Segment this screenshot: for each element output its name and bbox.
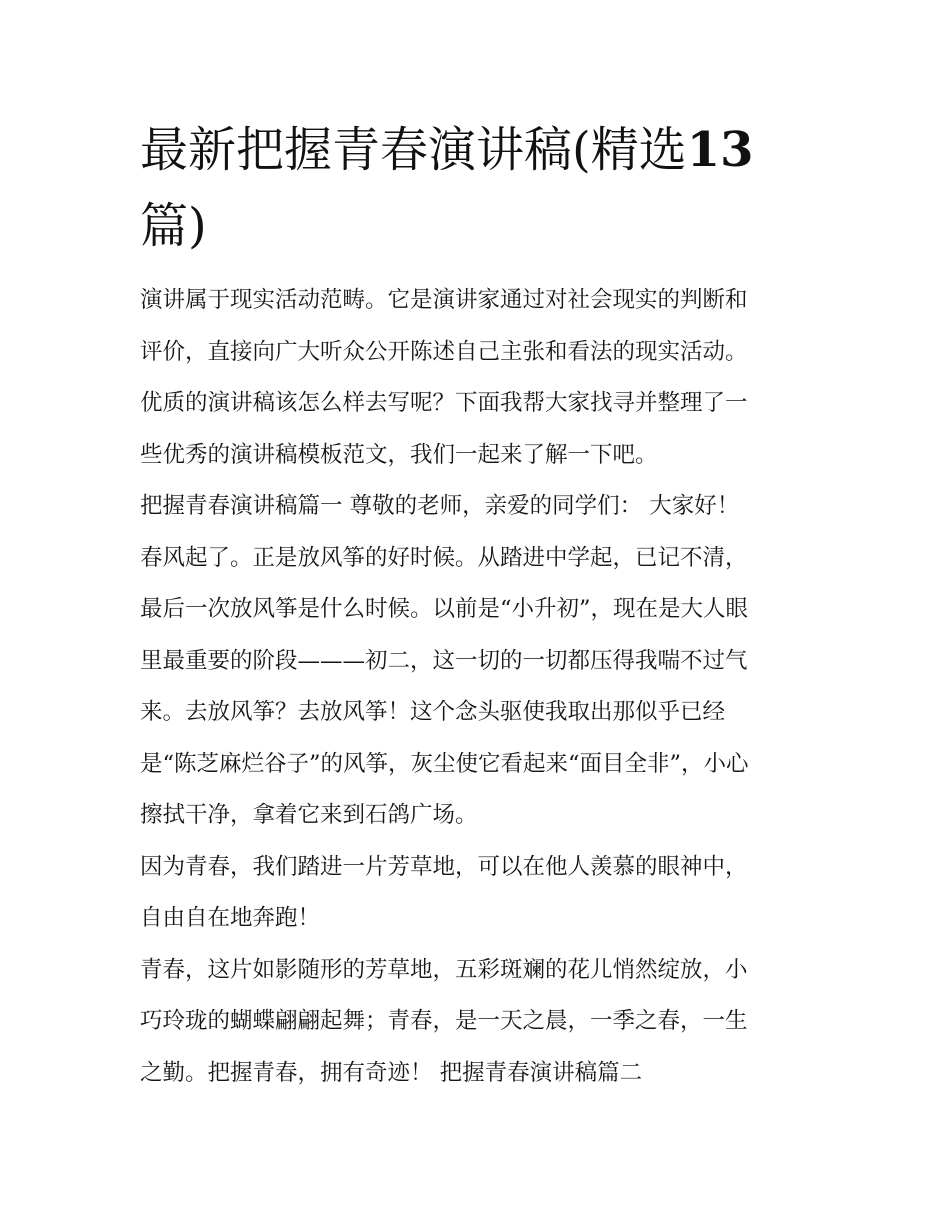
text-line: 因为青春，我们踏进一片芳草地，可以在他人羡慕的眼神中， <box>140 853 748 880</box>
text-line: 巧玲珑的蝴蝶翩翩起舞；青春，是一天之晨，一季之春，一生 <box>140 1008 748 1034</box>
text-line: 里最重要的阶段———初二，这一切的一切都压得我喘不过气 <box>140 647 748 674</box>
text-line: 优质的演讲稿该怎么样去写呢？下面我帮大家找寻并整理了一 <box>140 390 748 416</box>
text-line: 来。去放风筝？去放风筝！这个念头驱使我取出那似乎已经 <box>140 699 726 725</box>
page-title <box>140 112 820 264</box>
text-line: 把握青春演讲稿篇一 尊敬的老师，亲爱的同学们： 大家好！ <box>140 493 740 519</box>
title-line-1 <box>140 112 820 188</box>
title-number: 13 <box>686 122 754 178</box>
text-line: 青春，这片如影随形的芳草地，五彩斑斓的花儿悄然绽放，小 <box>140 956 748 983</box>
title-text-1: 最新把握青春演讲稿(精选 <box>140 122 687 178</box>
text-line: 擦拭干净，拿着它来到石鸽广场。 <box>140 802 478 828</box>
text-line: 是“陈芝麻烂谷子”的风筝，灰尘使它看起来“面目全非”，小心 <box>140 750 749 777</box>
text-line: 春风起了。正是放风筝的好时候。从踏进中学起，已记不清， <box>140 544 748 571</box>
text-line: 演讲属于现实活动范畴。它是演讲家通过对社会现实的判断和 <box>140 287 748 313</box>
text-line: 些优秀的演讲稿模板范文，我们一起来了解一下吧。 <box>140 441 658 468</box>
text-line: 评价，直接向广大听众公开陈述自己主张和看法的现实活动。 <box>140 338 748 365</box>
title-line-2: 篇) <box>140 198 207 254</box>
text-line: 之勤。把握青春，拥有奇迹！ 把握青春演讲稿篇二 <box>140 1059 643 1086</box>
text-line: 最后一次放风筝是什么时候。以前是“小升初”，现在是大人眼 <box>140 596 749 622</box>
text-line: 自由自在地奔跑！ <box>140 905 321 931</box>
body-text <box>140 280 830 1104</box>
